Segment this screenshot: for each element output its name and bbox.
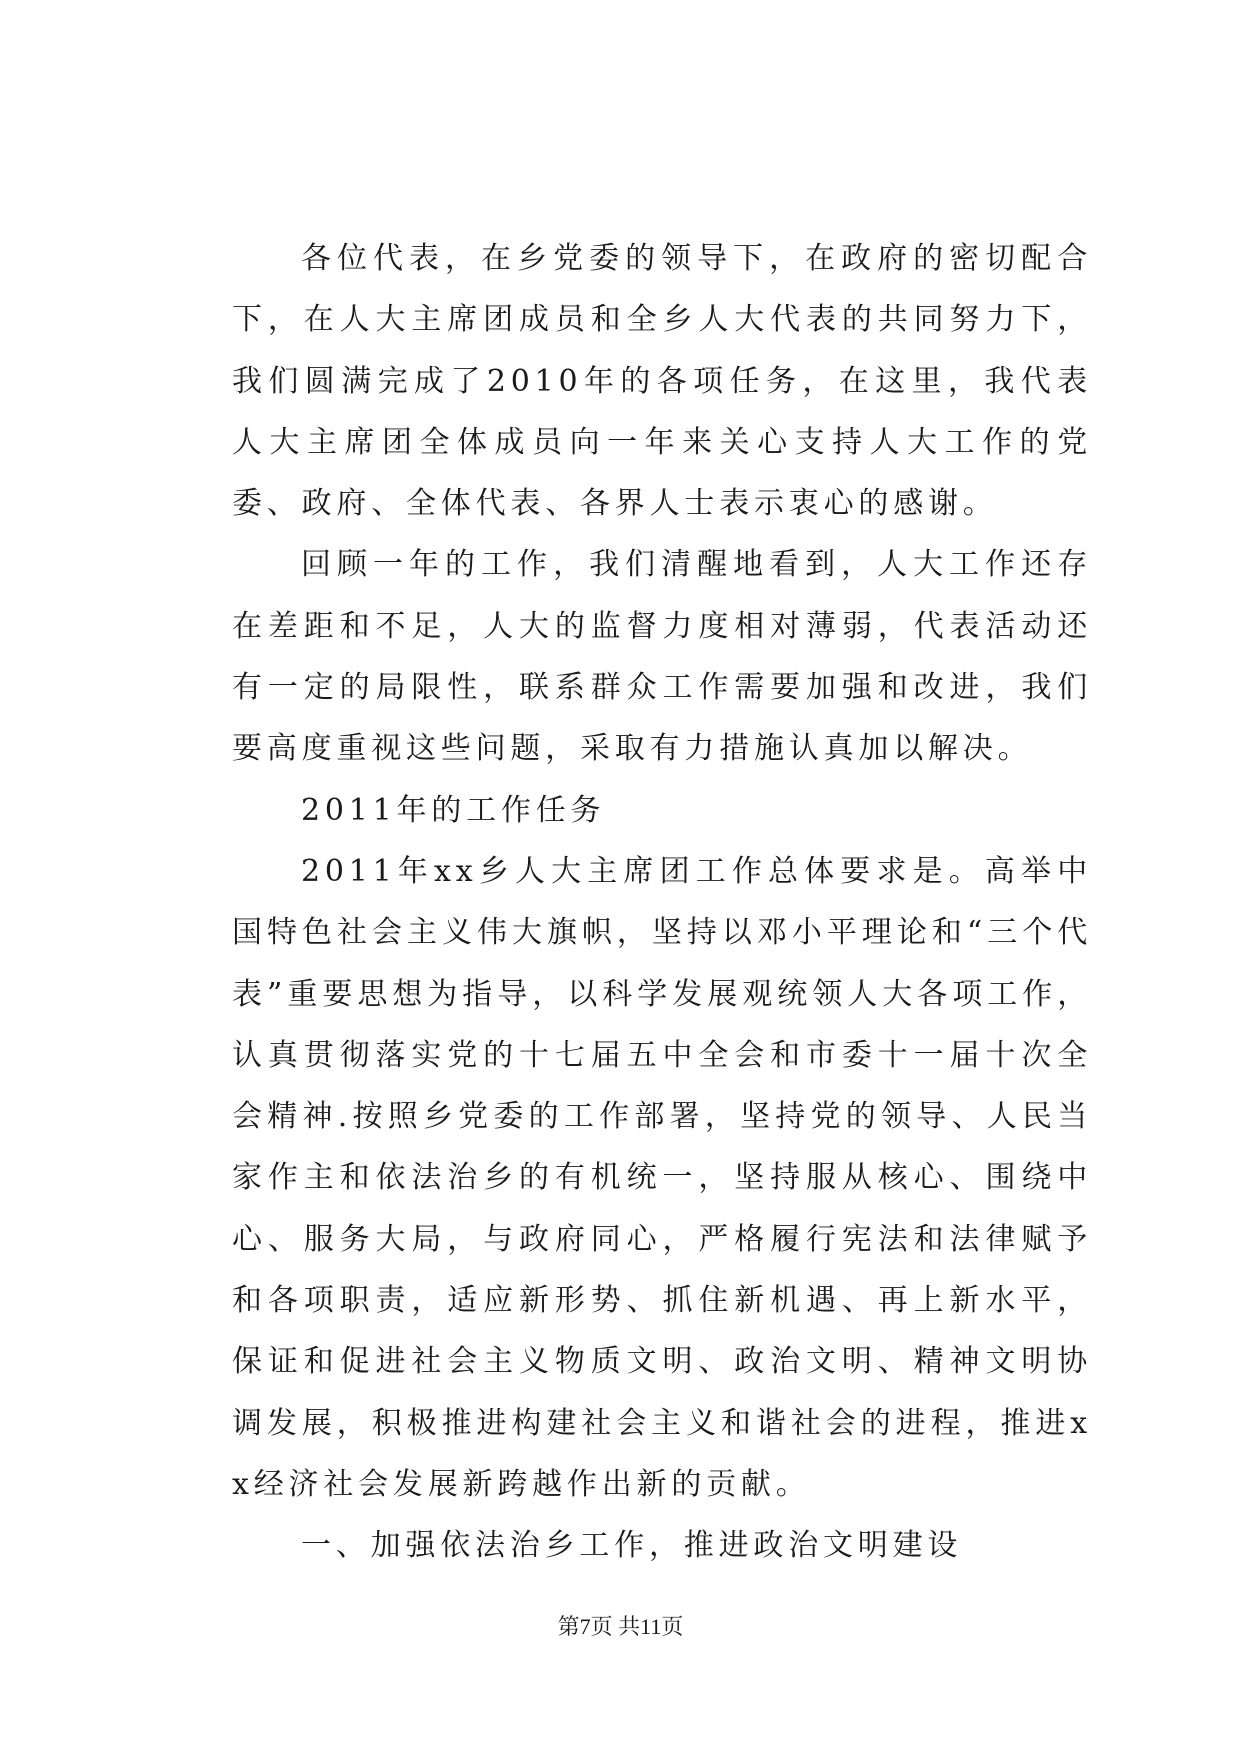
section-heading-2011-tasks: 2011年的工作任务 — [301, 792, 606, 828]
document-body — [232, 228, 1092, 1577]
paragraph-review: 回顾一年的工作，我们清醒地看到，人大工作还存在差距和不足，人大的监督力度相对薄弱，代表活动还有一定的局限性，联系群众工作需要加强和改进，我们要高度重视这些问题，采取有力措施认真加以解决。 — [232, 547, 1092, 767]
page-footer — [0, 1610, 1241, 1641]
paragraph-overall-requirements: 2011年xx乡人大主席团工作总体要求是。高举中国特色社会主义伟大旗帜，坚持以邓小平理论和“三个代表”重要思想为指导，以科学发展观统领人大各项工作，认真贯彻落实党的十七届五中全会和市委十一届十次全会精神.按照乡党委的工作部署，坚持党的领导、人民当家作主和依法治乡的有机统一，坚持服从核心、围绕中心、服务大局，与政府同心，严格履行宪法和法律赋予和各项职责，适应新形势、抓住新机遇、再上新水平，保证和促进社会主义物质文明、政治文明、精神文明协调发展，积极推进构建社会主义和谐社会的进程，推进xx经济社会发展新跨越作出新的贡献。 — [232, 853, 1092, 1502]
section-heading-rule-of-law: 一、加强依法治乡工作，推进政治文明建设 — [301, 1528, 963, 1564]
page-number: 第7页 共11页 — [557, 1614, 684, 1639]
paragraph-thanks: 各位代表，在乡党委的领导下，在政府的密切配合下，在人大主席团成员和全乡人大代表的共同努力下，我们圆满完成了2010年的各项任务，在这里，我代表人大主席团全体成员向一年来关心支持人大工作的党委、政府、全体代表、各界人士表示衷心的感谢。 — [232, 241, 1092, 522]
